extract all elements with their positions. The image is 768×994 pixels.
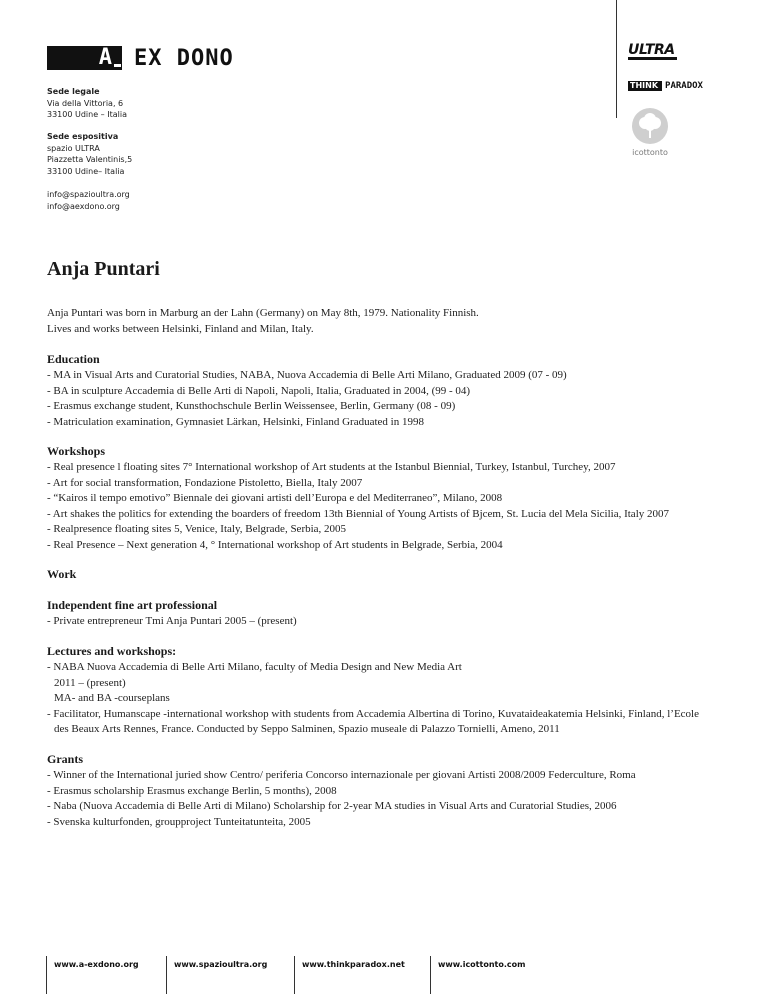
ultra-logo-text: ULTRA <box>628 42 675 58</box>
list-item <box>47 660 737 707</box>
header-divider <box>616 0 617 118</box>
ultra-logo <box>628 43 677 60</box>
logo-name: EX DONO <box>134 45 234 71</box>
address-line: 33100 Udine – Italia <box>47 110 127 119</box>
page-title: Anja Puntari <box>47 258 160 280</box>
list-item: - MA in Visual Arts and Curatorial Studies, NABA, Nuova Accademia di Belle Arti Milano, Graduated 2009 (07 - 09) <box>47 369 567 381</box>
grants-section <box>47 751 737 830</box>
footer-link-thinkparadox[interactable] <box>294 956 405 994</box>
list-item-line: 2011 – (present) <box>54 676 126 689</box>
list-item: - Realpresence floating sites 5, Venice, Italy, Belgrade, Serbia, 2005 <box>47 523 347 535</box>
list-item-line: - NABA Nuova Accademia di Belle Arti Milano, faculty of Media Design and New Media Art <box>47 661 462 673</box>
list-item <box>47 707 737 738</box>
list-item: - Naba (Nuova Accademia di Belle Arti di Milano) Scholarship for 2-year MA studies in Visual Arts and Curatorial Studies, 2006 <box>47 800 617 812</box>
thinkparadox-logo <box>628 81 703 91</box>
footer-link-text[interactable]: www.spazioultra.org <box>174 960 268 969</box>
sede-espositiva-heading: Sede espositiva <box>47 132 119 141</box>
list-item: - Matriculation examination, Gymnasiet Lärkan, Helsinki, Finland Graduated in 1998 <box>47 415 424 428</box>
sede-espositiva <box>47 131 132 177</box>
footer-link-text[interactable]: www.a-exdono.org <box>54 960 139 969</box>
education-section <box>47 351 737 430</box>
intro-line: Lives and works between Helsinki, Finland and Milan, Italy. <box>47 323 314 335</box>
intro-line: Anja Puntari was born in Marburg an der Lahn (Germany) on May 8th, 1979. Nationality Finnish. <box>47 307 479 319</box>
list-item: - Svenska kulturfonden, groupproject Tunteitatunteita, 2005 <box>47 815 311 828</box>
list-item: - Erasmus scholarship Erasmus exchange Berlin, 5 months), 2008 <box>47 784 337 797</box>
footer-link-aexdono[interactable] <box>46 956 139 994</box>
list-item: - Real Presence – Next generation 4, ° International workshop of Art students in Belgrade, Serbia, 2004 <box>47 538 503 551</box>
email-link[interactable]: info@aexdono.org <box>47 201 120 211</box>
education-heading: Education <box>47 352 100 366</box>
address-line: Via della Vittoria, 6 <box>47 98 124 108</box>
workshops-section <box>47 443 737 553</box>
icottonto-label: icottonto <box>632 148 668 157</box>
list-item: - BA in sculpture Accademia di Belle Arti di Napoli, Napoli, Italia, Graduated in 2004, (99 - 04) <box>47 384 471 397</box>
logo-block <box>47 46 122 70</box>
cotton-icon <box>632 108 668 144</box>
work-section <box>47 566 737 583</box>
aexdono-logo <box>47 46 234 70</box>
logo-cursor <box>114 64 121 67</box>
email-link[interactable]: info@spazioultra.org <box>47 190 130 199</box>
sede-legale <box>47 86 127 121</box>
list-item: - “Kairos il tempo emotivo” Biennale dei giovani artisti dell’Europa e del Mediterraneo”, Milano, 2008 <box>47 492 503 504</box>
icottonto-logo <box>628 108 672 157</box>
work-heading: Work <box>47 567 77 581</box>
address-line: Piazzetta Valentinis,5 <box>47 155 133 164</box>
lectures-section <box>47 643 737 738</box>
list-item: - Art shakes the politics for extending the boarders of freedom 13th Biennial of Young Artists of Bjcem, St. Lucia del Mela Sicilia, Italy 2007 <box>47 507 669 520</box>
logo-block-text: A <box>98 45 112 70</box>
address-line: 33100 Udine– Italia <box>47 166 125 176</box>
independent-section <box>47 597 737 630</box>
address-line: spazio ULTRA <box>47 143 100 153</box>
list-item-line: - Facilitator, Humanscape -international workshop with students from Accademia Albertina di Torino, Kuvataideakatemia Helsinki, Finland, l’Ecole <box>47 707 699 720</box>
lectures-heading: Lectures and workshops: <box>47 644 177 658</box>
sede-legale-heading: Sede legale <box>47 87 100 96</box>
list-item: - Art for social transformation, Fondazione Pistoletto, Biella, Italy 2007 <box>47 476 363 489</box>
list-item: - Erasmus exchange student, Kunsthochschule Berlin Weissensee, Berlin, Germany (08 - 09) <box>47 400 456 412</box>
footer-link-icottonto[interactable] <box>430 956 526 994</box>
intro <box>47 305 479 337</box>
think-text: THINK <box>628 81 662 91</box>
list-item: - Private entrepreneur Tmi Anja Puntari 2005 – (present) <box>47 615 297 627</box>
grants-heading: Grants <box>47 752 83 766</box>
footer-link-text[interactable]: www.thinkparadox.net <box>302 960 405 969</box>
footer-link-spazioultra[interactable] <box>166 956 268 994</box>
paradox-text: PARADOX <box>665 81 703 91</box>
list-item: - Real presence l floating sites 7° International workshop of Art students at the Istanbul Biennial, Turkey, Istanbul, Turchey, 2007 <box>47 461 616 473</box>
footer-link-text[interactable]: www.icottonto.com <box>438 960 526 969</box>
contact-emails <box>47 189 130 212</box>
list-item-line: des Beaux Arts Rennes, France. Conducted by Seppo Salminen, Spazio museale di Palazzo Tornielli, Ameno, 2011 <box>54 723 560 735</box>
list-item-line: MA- and BA -courseplans <box>54 692 170 704</box>
independent-heading: Independent fine art professional <box>47 598 218 612</box>
workshops-heading: Workshops <box>47 444 106 458</box>
list-item: - Winner of the International juried show Centro/ periferia Concorso internazionale per giovani Artisti 2008/2009 Federculture, Roma <box>47 769 636 781</box>
